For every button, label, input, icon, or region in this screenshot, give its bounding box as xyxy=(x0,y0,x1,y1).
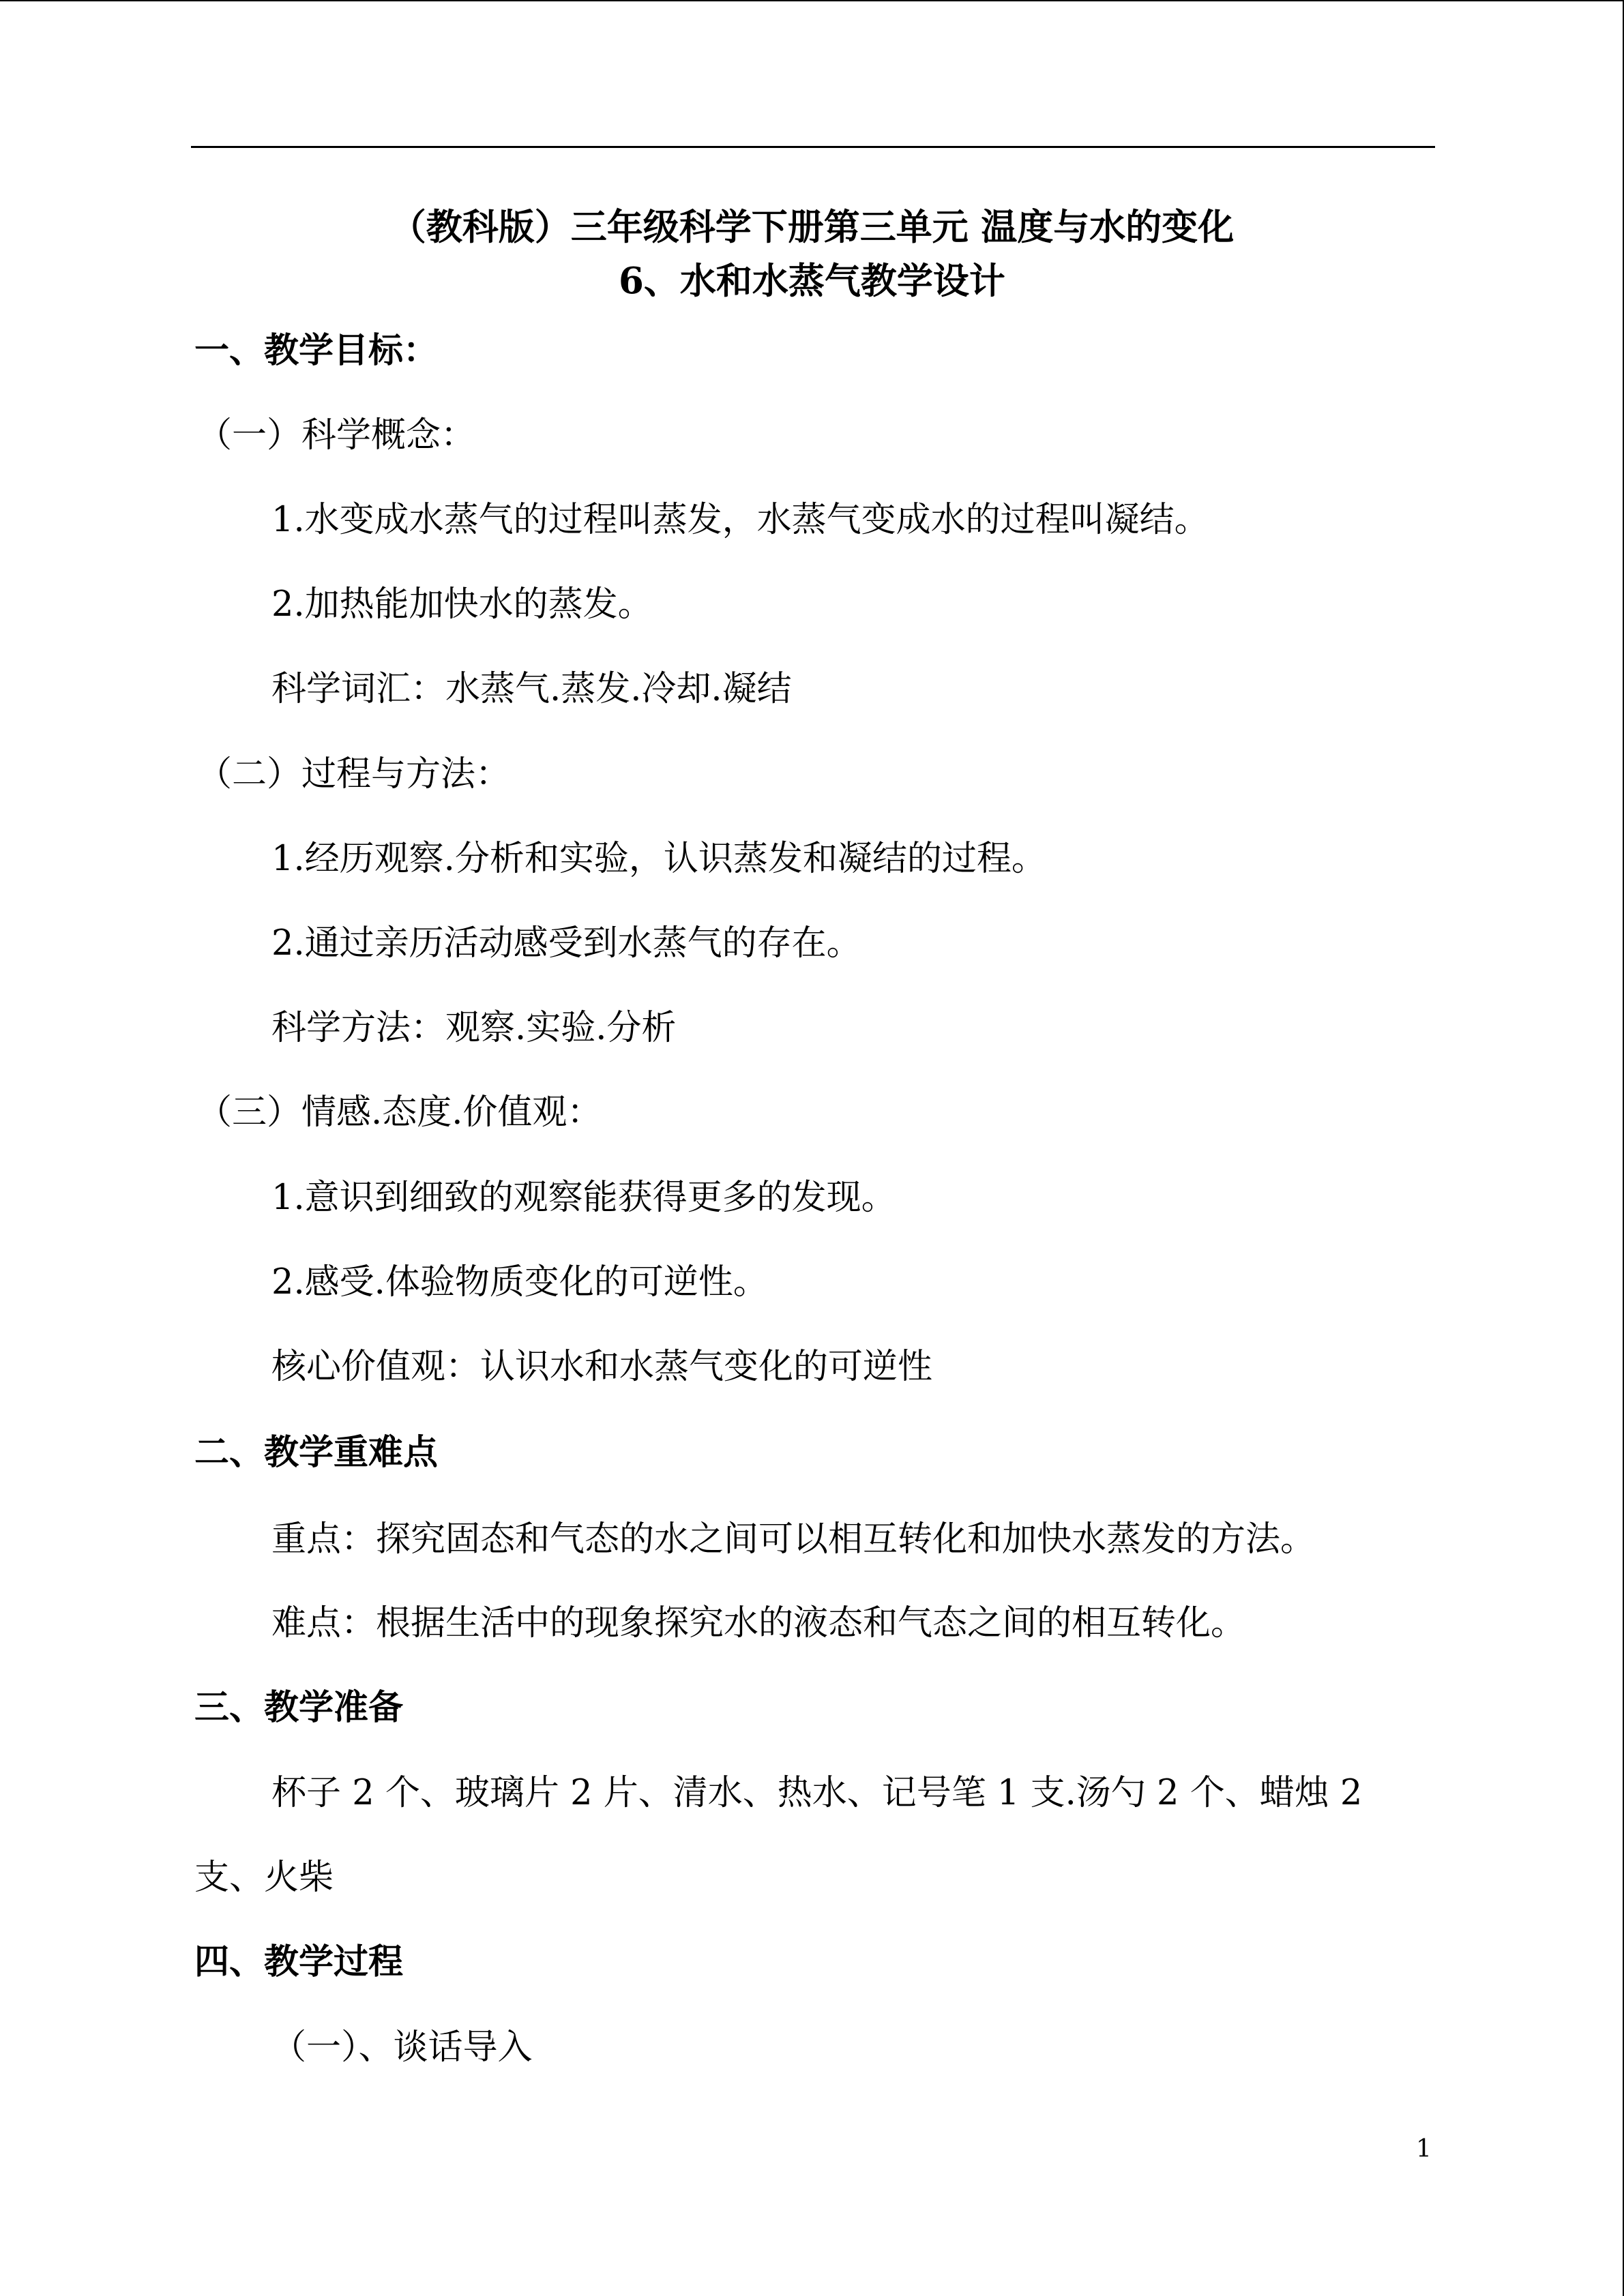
section4-sub1-heading: （一）、谈话导入 xyxy=(271,2027,533,2068)
section3-heading: 三、教学准备 xyxy=(194,1687,404,1728)
header-rule xyxy=(191,146,1435,148)
page-number: 1 xyxy=(1416,2135,1432,2163)
section1-sub2-heading: （二）过程与方法： xyxy=(197,754,511,794)
section1-sub2-item: 科学方法：观察.实验.分析 xyxy=(271,1008,677,1048)
section1-sub2-item: 1.经历观察.分析和实验，认识蒸发和凝结的过程。 xyxy=(271,839,1046,879)
section1-sub1-item: 2.加热能加快水的蒸发。 xyxy=(271,584,653,625)
section1-sub2-item: 2.通过亲历活动感受到水蒸气的存在。 xyxy=(271,923,861,964)
section1-heading: 一、教学目标： xyxy=(194,330,439,371)
section1-sub1-heading: （一）科学概念： xyxy=(197,415,476,456)
page-border-top xyxy=(0,0,1624,1)
section3-line: 支、火柴 xyxy=(194,1858,334,1898)
section1-sub3-heading: （三）情感.态度.价值观： xyxy=(197,1092,602,1133)
section1-sub1-item: 1.水变成水蒸气的过程叫蒸发，水蒸气变成水的过程叫凝结。 xyxy=(271,500,1209,540)
document-subtitle: 6、水和水蒸气教学设计 xyxy=(619,260,1005,302)
section1-sub3-item: 2.感受.体验物质变化的可逆性。 xyxy=(271,1262,768,1302)
section2-item: 难点：根据生活中的现象探究水的液态和气态之间的相互转化。 xyxy=(271,1603,1246,1643)
section1-sub1-item: 科学词汇：水蒸气.蒸发.冷却.凝结 xyxy=(271,669,792,709)
section3-line: 杯子 2 个、玻璃片 2 片、清水、热水、记号笔 1 支.汤勺 2 个、蜡烛 2 xyxy=(271,1773,1363,1813)
section2-heading: 二、教学重难点 xyxy=(194,1432,439,1473)
section1-sub3-item: 核心价值观：认识水和水蒸气变化的可逆性 xyxy=(271,1347,933,1387)
section4-heading: 四、教学过程 xyxy=(194,1941,404,1982)
document-title: （教科版）三年级科学下册第三单元 温度与水的变化 xyxy=(389,206,1235,248)
section2-item: 重点：探究固态和气态的水之间可以相互转化和加快水蒸发的方法。 xyxy=(271,1519,1316,1560)
section1-sub3-item: 1.意识到细致的观察能获得更多的发现。 xyxy=(271,1178,896,1218)
